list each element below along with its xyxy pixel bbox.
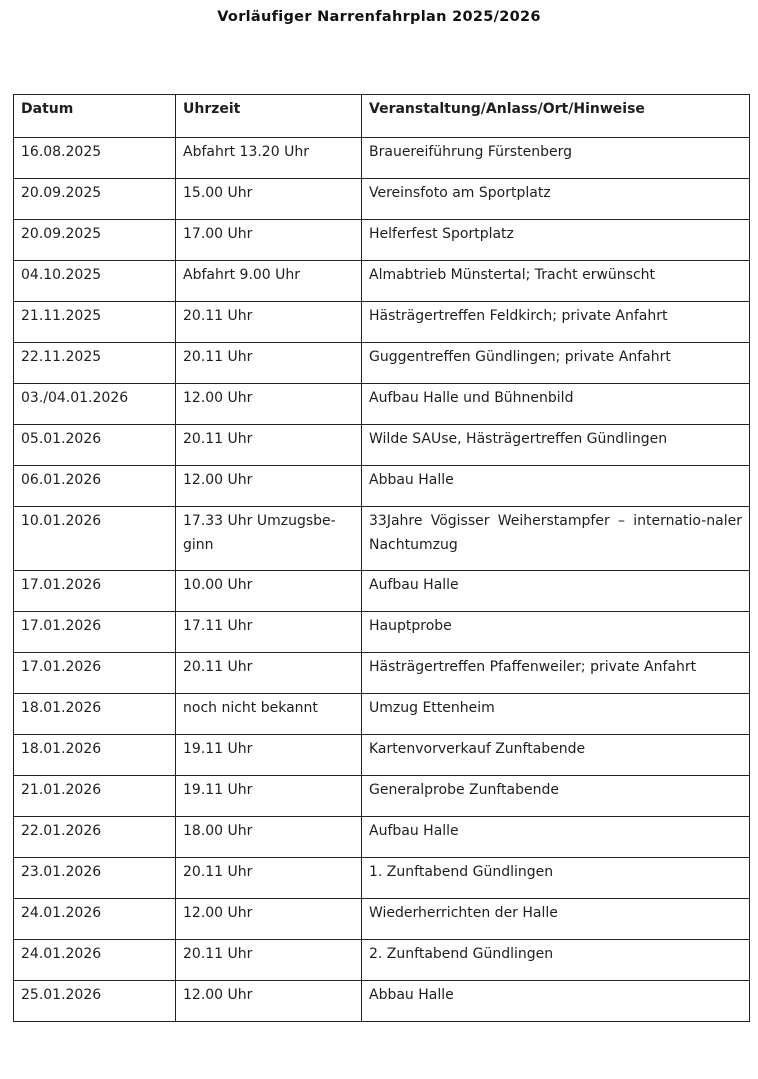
cell-date: 17.01.2026: [14, 653, 176, 694]
table-row: [14, 138, 750, 179]
table-row: [14, 302, 750, 343]
table-row: [14, 612, 750, 653]
cell-date: 21.11.2025: [14, 302, 176, 343]
cell-event: Wilde SAUse, Hästrägertreffen Gündlingen: [362, 425, 750, 466]
table-row: [14, 981, 750, 1022]
table-row: [14, 776, 750, 817]
cell-event: Aufbau Halle: [362, 817, 750, 858]
cell-time: 19.11 Uhr: [176, 735, 362, 776]
table-row: [14, 507, 750, 571]
cell-event: Abbau Halle: [362, 981, 750, 1022]
cell-date: 20.09.2025: [14, 179, 176, 220]
cell-time: 15.00 Uhr: [176, 179, 362, 220]
cell-date: 03./04.01.2026: [14, 384, 176, 425]
table-row: [14, 220, 750, 261]
cell-event: Generalprobe Zunftabende: [362, 776, 750, 817]
table-row: [14, 653, 750, 694]
table-row: [14, 343, 750, 384]
cell-event: Kartenvorverkauf Zunftabende: [362, 735, 750, 776]
cell-date: 17.01.2026: [14, 571, 176, 612]
cell-time: 20.11 Uhr: [176, 858, 362, 899]
cell-event: Guggentreffen Gündlingen; private Anfahrt: [362, 343, 750, 384]
cell-event: Hästrägertreffen Pfaffenweiler; private Anfahrt: [362, 653, 750, 694]
cell-event: Abbau Halle: [362, 466, 750, 507]
cell-time: 20.11 Uhr: [176, 940, 362, 981]
cell-time: 20.11 Uhr: [176, 343, 362, 384]
cell-event: Umzug Ettenheim: [362, 694, 750, 735]
cell-event: Wiederherrichten der Halle: [362, 899, 750, 940]
cell-event: Almabtrieb Münstertal; Tracht erwünscht: [362, 261, 750, 302]
cell-event: Helferfest Sportplatz: [362, 220, 750, 261]
cell-time: 12.00 Uhr: [176, 981, 362, 1022]
table-row: [14, 179, 750, 220]
cell-time: 12.00 Uhr: [176, 466, 362, 507]
table-row: [14, 899, 750, 940]
schedule-table: [13, 94, 750, 1022]
cell-date: 17.01.2026: [14, 612, 176, 653]
table-header-row: [14, 95, 750, 138]
cell-time: 12.00 Uhr: [176, 899, 362, 940]
cell-date: 22.11.2025: [14, 343, 176, 384]
cell-time: 17.11 Uhr: [176, 612, 362, 653]
cell-date: 16.08.2025: [14, 138, 176, 179]
page-title: Vorläufiger Narrenfahrplan 2025/2026: [217, 9, 541, 25]
cell-time: 12.00 Uhr: [176, 384, 362, 425]
cell-date: 20.09.2025: [14, 220, 176, 261]
cell-event: 2. Zunftabend Gündlingen: [362, 940, 750, 981]
cell-event: Hauptprobe: [362, 612, 750, 653]
cell-event: Vereinsfoto am Sportplatz: [362, 179, 750, 220]
column-header-event: Veranstaltung/Anlass/Ort/Hinweise: [362, 95, 750, 138]
cell-time: 20.11 Uhr: [176, 302, 362, 343]
cell-time: 10.00 Uhr: [176, 571, 362, 612]
cell-time: noch nicht bekannt: [176, 694, 362, 735]
table-row: [14, 940, 750, 981]
cell-time: 19.11 Uhr: [176, 776, 362, 817]
cell-time: 20.11 Uhr: [176, 425, 362, 466]
table-row: [14, 466, 750, 507]
cell-date: 21.01.2026: [14, 776, 176, 817]
column-header-date: Datum: [14, 95, 176, 138]
cell-event: 33Jahre Vögisser Weiherstampfer – internatio-naler Nachtumzug: [362, 507, 750, 571]
cell-date: 18.01.2026: [14, 735, 176, 776]
table-row: [14, 694, 750, 735]
cell-date: 24.01.2026: [14, 899, 176, 940]
cell-event: Aufbau Halle und Bühnenbild: [362, 384, 750, 425]
table-row: [14, 425, 750, 466]
cell-time: Abfahrt 9.00 Uhr: [176, 261, 362, 302]
table-row: [14, 571, 750, 612]
cell-date: 06.01.2026: [14, 466, 176, 507]
cell-date: 10.01.2026: [14, 507, 176, 571]
cell-event: 1. Zunftabend Gündlingen: [362, 858, 750, 899]
cell-time: 17.33 Uhr Umzugsbe-ginn: [176, 507, 362, 571]
cell-date: 25.01.2026: [14, 981, 176, 1022]
table-row: [14, 384, 750, 425]
cell-date: 05.01.2026: [14, 425, 176, 466]
cell-time: 18.00 Uhr: [176, 817, 362, 858]
cell-time: 20.11 Uhr: [176, 653, 362, 694]
cell-time: Abfahrt 13.20 Uhr: [176, 138, 362, 179]
table-row: [14, 735, 750, 776]
column-header-time: Uhrzeit: [176, 95, 362, 138]
cell-time: 17.00 Uhr: [176, 220, 362, 261]
cell-date: 22.01.2026: [14, 817, 176, 858]
table-row: [14, 858, 750, 899]
cell-event: Hästrägertreffen Feldkirch; private Anfahrt: [362, 302, 750, 343]
table-row: [14, 261, 750, 302]
cell-event: Brauereiführung Fürstenberg: [362, 138, 750, 179]
cell-date: 23.01.2026: [14, 858, 176, 899]
cell-date: 04.10.2025: [14, 261, 176, 302]
table-row: [14, 817, 750, 858]
cell-date: 24.01.2026: [14, 940, 176, 981]
cell-event: Aufbau Halle: [362, 571, 750, 612]
cell-date: 18.01.2026: [14, 694, 176, 735]
